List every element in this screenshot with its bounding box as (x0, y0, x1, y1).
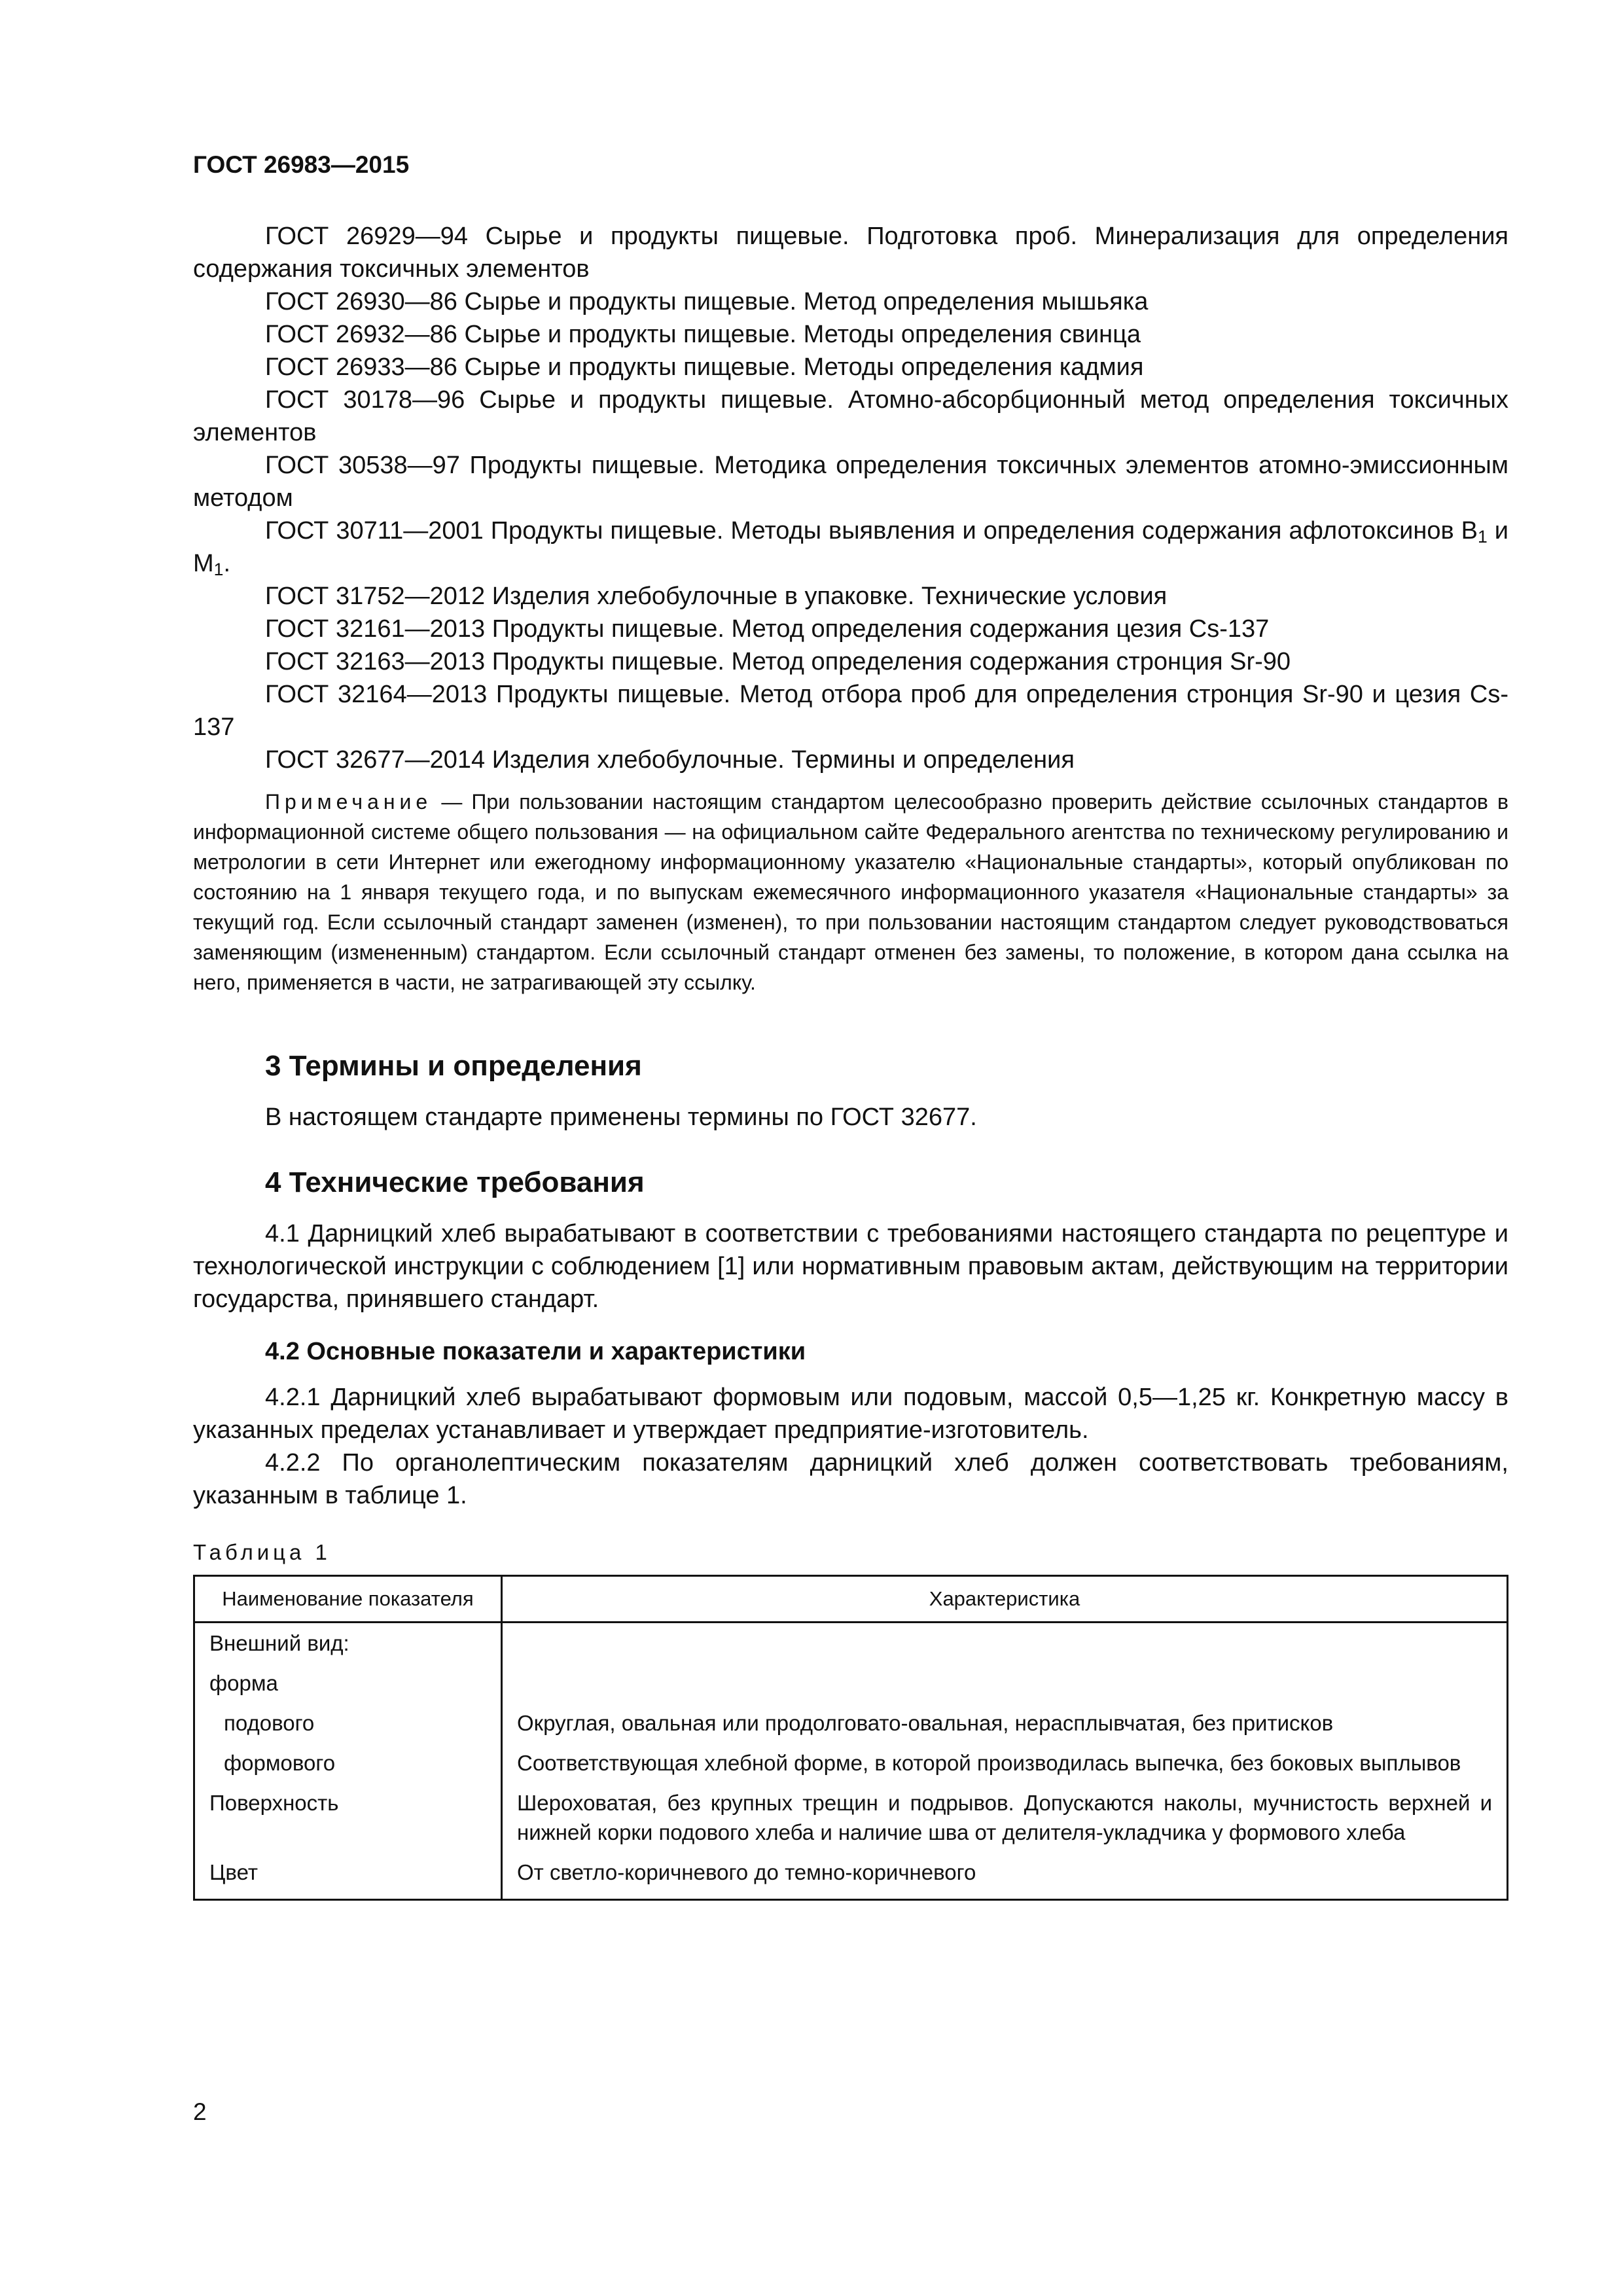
paragraph-4-2-1: 4.2.1 Дарницкий хлеб вырабатывают формовым или подовым, массой 0,5—1,25 кг. Конкретную массу в указанных пределах устанавливает и утверждает предприятие-изготовитель. (193, 1384, 1508, 1444)
table-cell-name: Поверхность (209, 1791, 339, 1815)
references-list (193, 220, 1508, 776)
table-row (194, 1783, 1508, 1852)
reference-text: . (223, 550, 231, 577)
document-header: ГОСТ 26983—2015 (193, 151, 410, 178)
reference-item: ГОСТ 26929—94 Сырье и продукты пищевые. Подготовка проб. Минерализация для определения содержания токсичных элементов (193, 223, 1508, 283)
reference-item: ГОСТ 30538—97 Продукты пищевые. Методика определения токсичных элементов атомно-эмиссионным методом (193, 452, 1508, 512)
reference-item: ГОСТ 26930—86 Сырье и продукты пищевые. Метод определения мышьяка (265, 288, 1149, 315)
table-cell-name: форма (209, 1671, 278, 1695)
reference-item: ГОСТ 32161—2013 Продукты пищевые. Метод определения содержания цезия Cs-137 (265, 615, 1270, 643)
reference-text: и М (193, 517, 1508, 577)
reference-item: ГОСТ 32164—2013 Продукты пищевые. Метод отбора проб для определения стронция Sr-90 и цезия Cs-137 (193, 681, 1508, 741)
subscript: 1 (213, 560, 224, 579)
table-cell-value: Округлая, овальная или продолговато-овальная, нерасплывчатая, без притисков (502, 1703, 1508, 1743)
section-3-title: 3 Термины и определения (265, 1050, 642, 1082)
section-3-text: В настоящем стандарте применены термины по ГОСТ 32677. (265, 1103, 977, 1131)
table-cell-name: Внешний вид: (209, 1631, 349, 1655)
table-row (194, 1623, 1508, 1664)
table-row (194, 1703, 1508, 1743)
table-cell-value: Шероховатая, без крупных трещин и подрывов. Допускаются наколы, мучнистость верхней и нижней корки подового хлеба и наличие шва от делителя-укладчика у формового хлеба (502, 1783, 1508, 1852)
reference-item-aflatoxins (193, 514, 1508, 580)
document-page (193, 151, 1508, 1901)
reference-item: ГОСТ 31752—2012 Изделия хлебобулочные в упаковке. Технические условия (265, 583, 1168, 610)
table-row (194, 1852, 1508, 1900)
note-text: — При пользовании настоящим стандартом целесообразно проверить действие ссылочных стандартов в информационной системе общего пользования — на официальном сайте Федерального агентства по техническому регулированию и метрологии в сети Интернет или ежегодному информационному указателю «Национальные стандарты», который опубликован по состоянию на 1 января текущего года, и по выпускам ежемесячного информационного указателя «Национальные стандарты» за текущий год. Если ссылочный стандарт заменен (изменен), то при пользовании настоящим стандартом следует руководствоваться заменяющим (измененным) стандартом. Если ссылочный стандарт отменен без замены, то положение, в котором дана ссылка на него, применяется в части, не затрагивающей эту ссылку. (193, 790, 1508, 994)
table-cell-value: От светло-коричневого до темно-коричневого (502, 1852, 1508, 1900)
table-cell-name: Цвет (209, 1860, 258, 1884)
table-row (194, 1663, 1508, 1703)
reference-item: ГОСТ 32163—2013 Продукты пищевые. Метод определения содержания стронция Sr-90 (265, 648, 1291, 675)
table-cell-value (502, 1663, 1508, 1703)
table-cell-value: Соответствующая хлебной форме, в которой производилась выпечка, без боковых выплывов (502, 1743, 1508, 1783)
table-header-characteristic: Характеристика (502, 1576, 1508, 1623)
note-label: Примечание (265, 790, 433, 814)
subsection-4-2-title: 4.2 Основные показатели и характеристики (265, 1338, 806, 1365)
paragraph-4-2-2: 4.2.2 По органолептическим показателям дарницкий хлеб должен соответствовать требованиям, указанным в таблице 1. (193, 1449, 1508, 1509)
table-header-name: Наименование показателя (194, 1576, 502, 1623)
table-row (194, 1743, 1508, 1783)
reference-item: ГОСТ 32677—2014 Изделия хлебобулочные. Термины и определения (265, 746, 1075, 774)
section-4-title: 4 Технические требования (265, 1166, 645, 1198)
table-1 (193, 1575, 1508, 1901)
table-cell-name: подового (224, 1711, 315, 1735)
table-cell-value (502, 1623, 1508, 1664)
table-1-title: Таблица 1 (193, 1540, 331, 1564)
page-number: 2 (193, 2098, 207, 2125)
note-paragraph (193, 787, 1508, 997)
reference-text: ГОСТ 30711—2001 Продукты пищевые. Методы выявления и определения содержания афлотоксинов В (265, 517, 1478, 545)
table-header-row (194, 1576, 1508, 1623)
subscript: 1 (1477, 527, 1488, 547)
reference-item: ГОСТ 26933—86 Сырье и продукты пищевые. Методы определения кадмия (265, 353, 1144, 381)
reference-item: ГОСТ 30178—96 Сырье и продукты пищевые. Атомно-абсорбционный метод определения токсичных элементов (193, 386, 1508, 446)
table-cell-name: формового (224, 1751, 336, 1775)
paragraph-4-1: 4.1 Дарницкий хлеб вырабатывают в соответствии с требованиями настоящего стандарта по рецептуре и технологической инструкции с соблюдением [1] или нормативным правовым актам, действующим на территории государства, принявшего стандарт. (193, 1220, 1508, 1313)
reference-item: ГОСТ 26932—86 Сырье и продукты пищевые. Методы определения свинца (265, 321, 1141, 348)
